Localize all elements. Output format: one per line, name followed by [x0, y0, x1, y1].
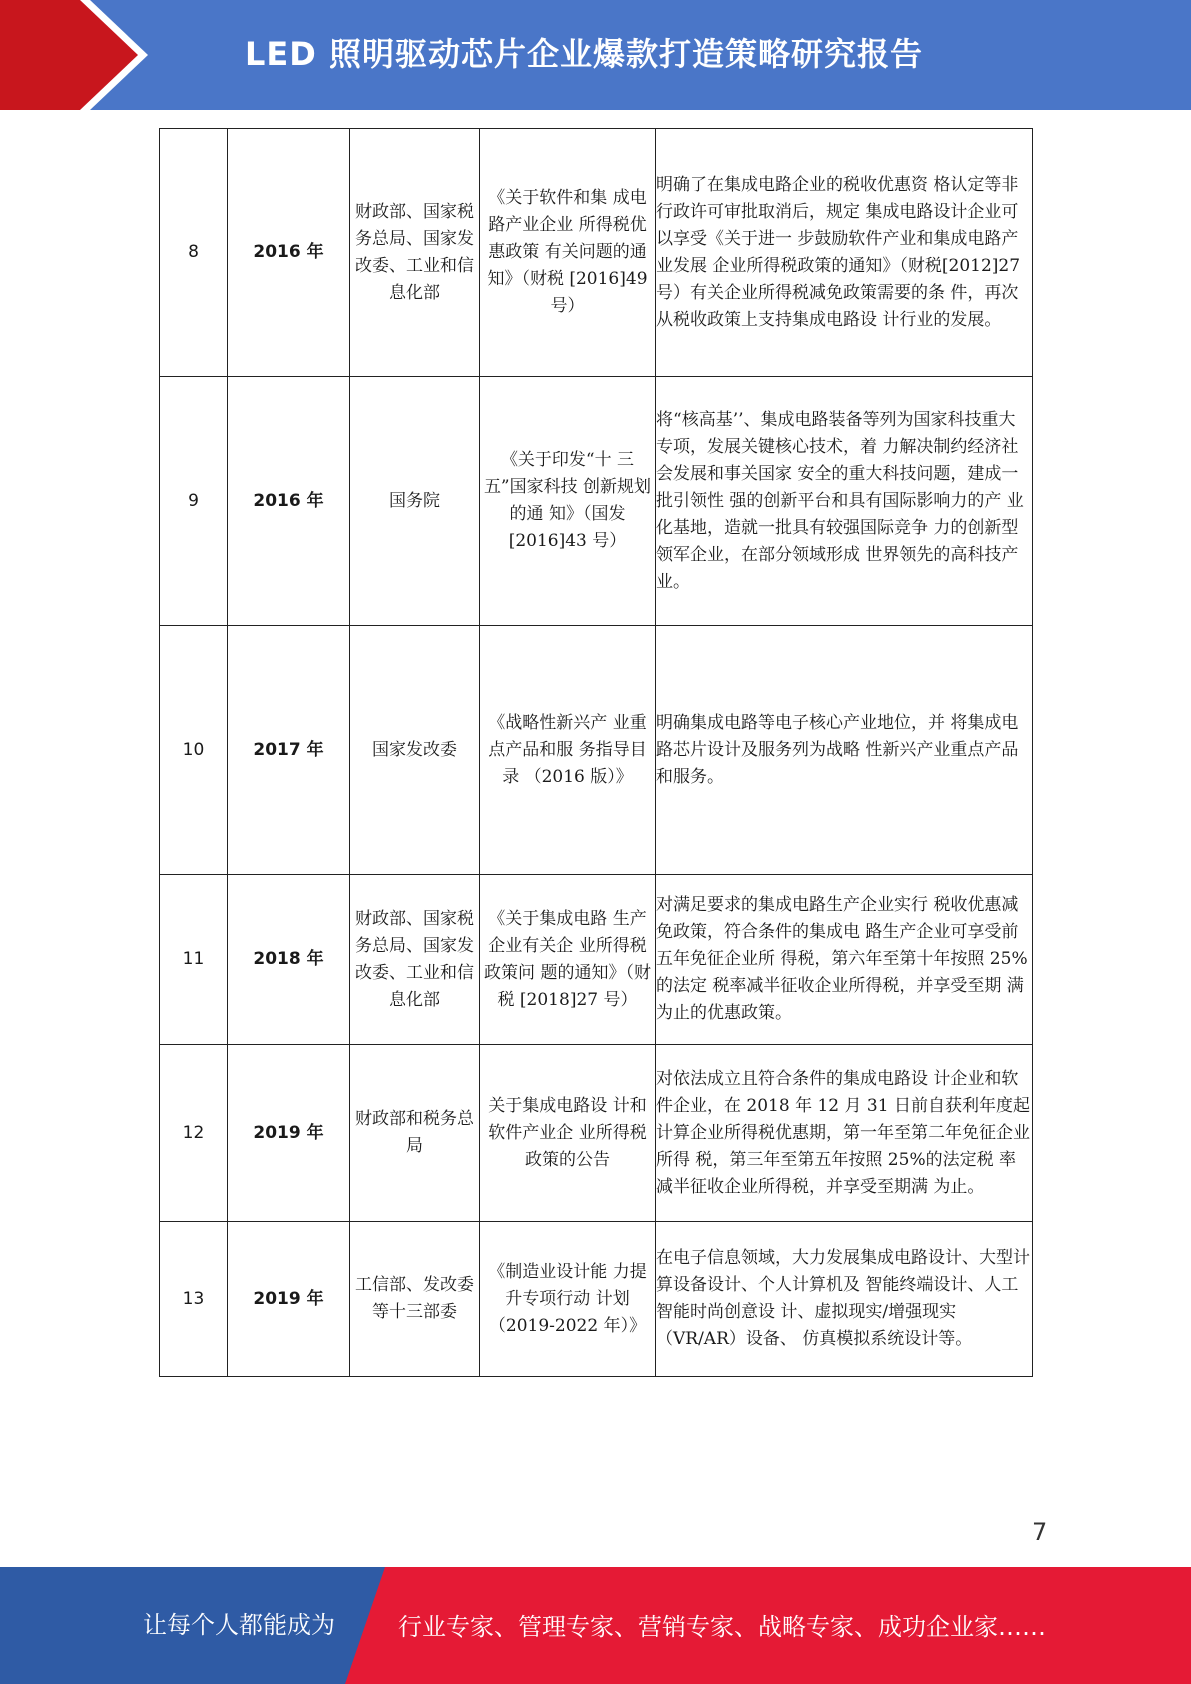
- row-document: 《关于软件和集 成电路产业企业 所得税优惠政策 有关问题的通 知》（财税 [2016]49 号）: [480, 129, 656, 377]
- row-number: 12: [160, 1045, 228, 1222]
- page-number: 7: [1032, 1518, 1048, 1546]
- row-number: 10: [160, 626, 228, 875]
- row-document: 《关于印发“十 三五”国家科技 创新规划的通 知》（国发 [2016]43 号）: [480, 377, 656, 626]
- report-footer: [0, 1567, 1191, 1684]
- row-description: 对依法成立且符合条件的集成电路设 计企业和软件企业，在 2018 年 12 月 31 日前自获利年度起计算企业所得税优惠期，第一年至第二年免征企业所得 税，第三年至第五年按照 25%的法定税 率减半征收企业所得税，并享受至期满 为止。: [656, 1045, 1033, 1222]
- row-department: 财政部、国家税务总局、国家发改委、工业和信息化部: [350, 875, 480, 1045]
- report-header: [0, 0, 1191, 110]
- table-row: [160, 1045, 1033, 1222]
- row-year: 2016 年: [228, 377, 350, 626]
- row-department: 财政部、国家税务总局、国家发改委、工业和信息化部: [350, 129, 480, 377]
- row-year: 2016 年: [228, 129, 350, 377]
- table-row: [160, 626, 1033, 875]
- footer-slogan-left: 让每个人都能成为: [143, 1611, 335, 1639]
- row-number: 9: [160, 377, 228, 626]
- row-description: 在电子信息领域，大力发展集成电路设计、大型计算设备设计、个人计算机及 智能终端设计、人工智能时尚创意设 计、虚拟现实/增强现实（VR/AR）设备、 仿真模拟系统设计等。: [656, 1222, 1033, 1377]
- table-row: [160, 875, 1033, 1045]
- row-document: 《战略性新兴产 业重点产品和服 务指导目录 （2016 版）》: [480, 626, 656, 875]
- row-number: 13: [160, 1222, 228, 1377]
- table-row: [160, 129, 1033, 377]
- row-number: 8: [160, 129, 228, 377]
- row-document: 关于集成电路设 计和软件产业企 业所得税政策的公告: [480, 1045, 656, 1222]
- row-document: 《制造业设计能 力提升专项行动 计划（2019-2022 年）》: [480, 1222, 656, 1377]
- row-department: 财政部和税务总局: [350, 1045, 480, 1222]
- row-number: 11: [160, 875, 228, 1045]
- row-department: 国家发改委: [350, 626, 480, 875]
- row-year: 2019 年: [228, 1045, 350, 1222]
- row-description: 将“核高基’’、集成电路装备等列为国家科技重大专项，发展关键核心技术，着 力解决制约经济社会发展和事关国家 安全的重大科技问题，建成一批引领性 强的创新平台和具有国际影响力的产 业化基地，造就一批具有较强国际竞争 力的创新型领军企业，在部分领域形成 世界领先的高科技产业。: [656, 377, 1033, 626]
- row-description: 对满足要求的集成电路生产企业实行 税收优惠减免政策，符合条件的集成电 路生产企业可享受前五年免征企业所 得税，第六年至第十年按照 25%的法定 税率减半征收企业所得税，并享受至期 满为止的优惠政策。: [656, 875, 1033, 1045]
- row-department: 国务院: [350, 377, 480, 626]
- row-year: 2018 年: [228, 875, 350, 1045]
- row-year: 2017 年: [228, 626, 350, 875]
- table-row: [160, 1222, 1033, 1377]
- header-arrow-decoration: [0, 0, 160, 110]
- row-description: 明确集成电路等电子核心产业地位，并 将集成电路芯片设计及服务列为战略 性新兴产业重点产品和服务。: [656, 626, 1033, 875]
- policy-table-container: [159, 128, 1033, 1377]
- table-row: [160, 377, 1033, 626]
- report-title: LED 照明驱动芯片企业爆款打造策略研究报告: [245, 35, 923, 73]
- row-description: 明确了在集成电路企业的税收优惠资 格认定等非行政许可审批取消后，规定 集成电路设计企业可以享受《关于进一 步鼓励软件产业和集成电路产业发展 企业所得税政策的通知》（财税[2012]27 号）有关企业所得税减免政策需要的条 件，再次从税收政策上支持集成电路设 计行业的发展。: [656, 129, 1033, 377]
- row-year: 2019 年: [228, 1222, 350, 1377]
- row-department: 工信部、发改委等十三部委: [350, 1222, 480, 1377]
- row-document: 《关于集成电路 生产企业有关企 业所得税政策问 题的通知》（财 税 [2018]27 号）: [480, 875, 656, 1045]
- footer-slogan-right: 行业专家、管理专家、营销专家、战略专家、成功企业家……: [398, 1613, 1046, 1641]
- policy-table: [159, 128, 1033, 1377]
